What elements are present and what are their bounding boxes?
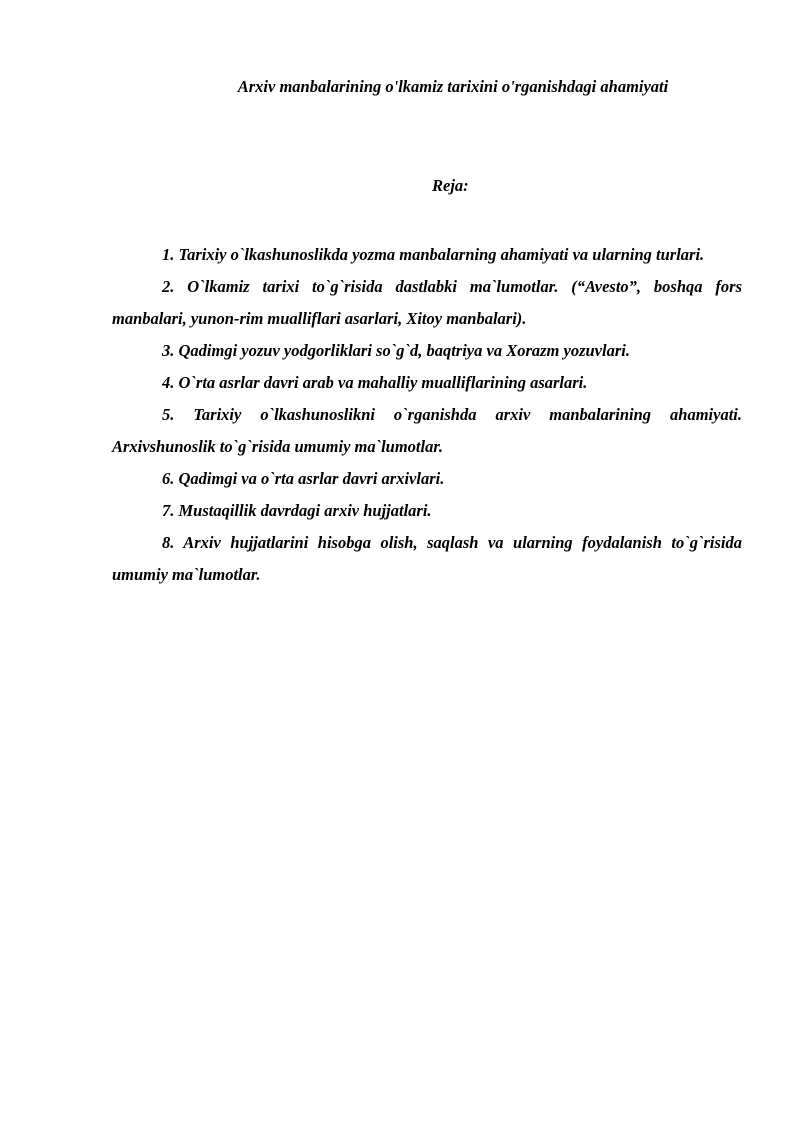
plan-item-8: 8. Arxiv hujjatlarini hisobga olish, saqlash va ularning foydalanish to`g`risida umumiy ma`lumotlar. [112, 533, 742, 584]
plan-item-7: 7. Mustaqillik davrdagi arxiv hujjatlari. [162, 501, 432, 520]
plan-item-1: 1. Tarixiy o`lkashunoslikda yozma manbalarning ahamiyati va ularning turlari. [162, 245, 705, 264]
plan-item-3: 3. Qadimgi yozuv yodgorliklari so`g`d, baqtriya va Xorazm yozuvlari. [162, 341, 630, 360]
plan-list [112, 239, 742, 591]
plan-item-4: 4. O`rta asrlar davri arab va mahalliy mualliflarining asarlari. [162, 373, 588, 392]
plan-item-2: 2. O`lkamiz tarixi to`g`risida dastlabki ma`lumotlar. (“Avesto”, boshqa fors manbalari, yunon-rim mualliflari asarlari, Xitoy manbalari). [112, 277, 742, 328]
plan-item-5: 5. Tarixiy o`lkashunoslikni o`rganishda arxiv manbalarining ahamiyati. Arxivshunoslik to`g`risida umumiy ma`lumotlar. [112, 405, 742, 456]
plan-item-6: 6. Qadimgi va o`rta asrlar davri arxivlari. [162, 469, 445, 488]
document-title: Arxiv manbalarining o'lkamiz tarixini o'rganishdagi ahamiyati [237, 77, 669, 96]
plan-heading: Reja: [432, 176, 469, 195]
